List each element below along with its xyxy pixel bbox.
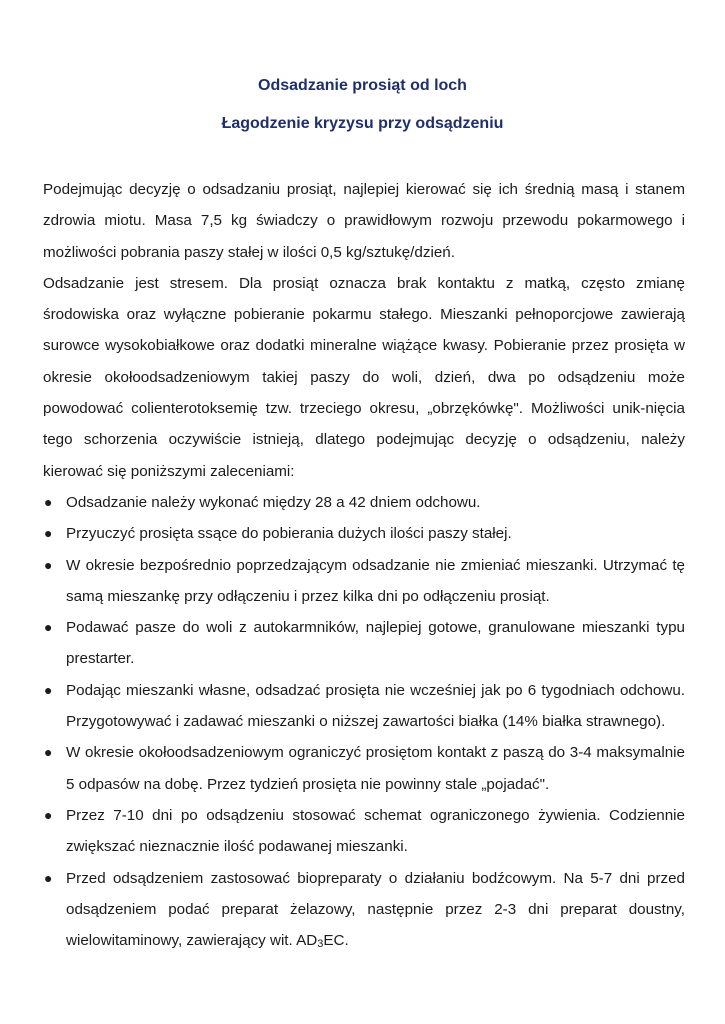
list-item-text: W okresie bezpośrednio poprzedzającym odsadzanie nie zmieniać mieszanki. Utrzymać tę samą mieszankę przy odłączeniu i przez kilka dni po odłączeniu prosiąt. [66, 556, 685, 605]
document-title: Odsadzanie prosiąt od loch [258, 77, 467, 94]
bullet-icon: ● [44, 869, 53, 886]
list-item-text-main: Przed odsądzeniem zastosować biopreparaty o działaniu bodźcowym. Na 5-7 dni przed odsądzeniem podać preparat żelazowy, następnie przez 2-3 dni preparat doustny, wielowitaminowy, zawierający wit. AD [66, 869, 685, 950]
vitamin-subscript: 3 [317, 938, 324, 951]
list-item [43, 863, 685, 961]
bullet-icon: ● [44, 525, 53, 542]
bullet-icon: ● [44, 493, 53, 510]
list-item [43, 800, 685, 863]
list-item [43, 675, 685, 738]
bullet-icon: ● [44, 681, 53, 698]
paragraph-stress: Odsadzanie jest stresem. Dla prosiąt oznacza brak kontaktu z matką, często zmianę środowiska oraz wyłączne pobieranie pokarmu stałego. Mieszanki pełnoporcjowe zawierają surowce wysokobiałkowe oraz dodatki mineralne wiążące kwasy. Pobieranie przez prosięta w okresie okołoodsadzeniowym takiej paszy do woli, dzień, dwa po odsądzeniu może powodować colienterotoksemię tzw. trzeciego okresu, „obrzękówkę". Możliwości unik-nięcia tego schorzenia oczywiście istnieją, dlatego podejmując decyzję o odsądzeniu, należy kierować się poniższymi zaleceniami: [43, 274, 685, 480]
bullet-icon: ● [44, 619, 53, 636]
list-item-text [66, 870, 685, 950]
paragraph-intro: Podejmując decyzję o odsadzaniu prosiąt, najlepiej kierować się ich średnią masą i stanem zdrowia miotu. Masa 7,5 kg świadczy o prawidłowym rozwoju przewodu pokarmowego i możliwości pobrania paszy stałej w ilości 0,5 kg/sztukę/dzień. [43, 181, 685, 261]
document-subtitle: Łagodzenie kryzysu przy odsądzeniu [221, 115, 504, 132]
list-item-text: Przez 7-10 dni po odsądzeniu stosować schemat ograniczonego żywienia. Codziennie zwiększać nieznacznie ilość podawanej mieszanki. [66, 806, 685, 856]
list-item [43, 518, 685, 549]
list-item [43, 550, 685, 613]
list-item-text: Podawać pasze do woli z autokarmników, najlepiej gotowe, granulowane mieszanki typu prestarter. [66, 619, 685, 668]
list-item-text-suffix: EC. [323, 932, 349, 950]
bullet-icon: ● [44, 744, 53, 761]
list-item [43, 487, 685, 518]
list-item-text: W okresie okołoodsadzeniowym ograniczyć prosiętom kontakt z paszą do 3-4 maksymalnie 5 odpasów na dobę. Przez tydzień prosięta nie powinny stale „pojadać". [66, 744, 685, 793]
bullet-icon: ● [44, 556, 53, 573]
list-item [43, 737, 685, 800]
list-item [43, 612, 685, 675]
list-item-text: Podając mieszanki własne, odsadzać prosięta nie wcześniej jak po 6 tygodniach odchowu. Przygotowywać i zadawać mieszanki o niższej zawartości białka (14% białka strawnego). [66, 681, 685, 731]
bullet-icon: ● [44, 806, 53, 823]
document-body [43, 174, 685, 960]
list-item-text: Odsadzanie należy wykonać między 28 a 42 dniem odchowu. [66, 493, 481, 511]
list-item-text: Przyuczyć prosięta ssące do pobierania dużych ilości paszy stałej. [66, 525, 512, 543]
recommendations-list [43, 487, 685, 960]
